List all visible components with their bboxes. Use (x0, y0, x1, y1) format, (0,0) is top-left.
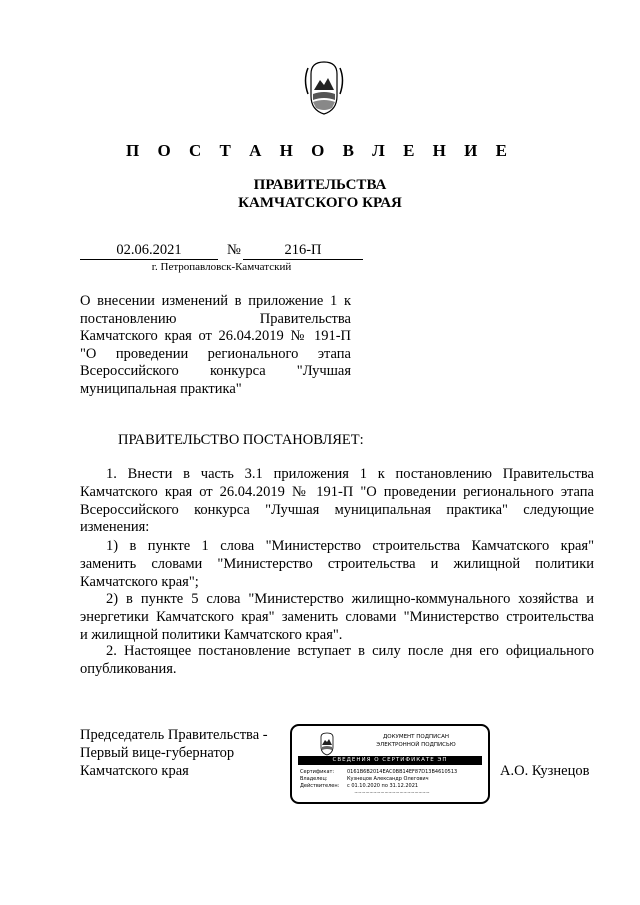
owner-row (300, 776, 429, 783)
paragraph-line: Камчатского края от 26.04.2019 № 191-П "О проведении регионального этапа (80, 483, 594, 500)
paragraph-line: изменения: (80, 519, 150, 536)
city-line: г. Петропавловск-Камчатский (151, 261, 292, 273)
validity-row (300, 783, 418, 790)
signatory-position (80, 727, 268, 780)
document-date: 02.06.2021 (80, 242, 218, 260)
document-number: 216-П (243, 242, 363, 260)
paragraph-line: опубликования. (80, 660, 177, 677)
paragraph-1-item-2 (80, 591, 594, 644)
certificate-label: Сертификат: (300, 769, 335, 775)
stamp-header-2: ЭЛЕКТРОННОЙ ПОДПИСЬЮ (376, 742, 456, 748)
subject-line: муниципальная практика" (80, 380, 242, 397)
paragraph-line: 1. Внести в часть 3.1 приложения 1 к постановлению Правительства (106, 466, 594, 482)
paragraph-line: энергетики Камчатского края" заменить словами "Министерство строительства (80, 608, 594, 625)
paragraph-line: Камчатского края"; (80, 573, 199, 590)
validity-value: с 01.10.2020 по 31.12.2021 (347, 783, 419, 789)
issuer-line-2: КАМЧАТСКОГО КРАЯ (238, 195, 402, 211)
position-line: Камчатского края (80, 762, 189, 779)
paragraph-2 (80, 643, 594, 679)
certificate-info-bar: СВЕДЕНИЯ О СЕРТИФИКАТЕ ЭП (298, 756, 482, 765)
stamp-emblem-icon (316, 732, 338, 756)
paragraph-line: и жилищной политики Камчатского края". (80, 626, 343, 643)
document-type-title: П О С Т А Н О В Л Е Н И Е (126, 141, 514, 160)
paragraph-line: 2) в пункте 5 слова "Министерство жилищно-коммунального хозяйства и (106, 591, 594, 607)
paragraph-1-item-1 (80, 538, 594, 591)
subject-line: Всероссийского конкурса "Лучшая (80, 363, 351, 379)
paragraph-line: 2. Настоящее постановление вступает в силу после дня его официального (106, 643, 594, 659)
paragraph-line: заменить словами "Министерство строительства и жилищной политики (80, 555, 594, 572)
paragraph-1 (80, 466, 594, 537)
owner-label: Владелец: (300, 776, 328, 782)
signer-name: А.О. Кузнецов (500, 763, 590, 779)
subject-line: О внесении изменений в приложение 1 к (80, 293, 351, 309)
decree-heading: ПРАВИТЕЛЬСТВО ПОСТАНОВЛЯЕТ: (118, 432, 364, 448)
electronic-signature-stamp (290, 724, 490, 804)
stamp-header-1: ДОКУМЕНТ ПОДПИСАН (382, 734, 450, 740)
subject-block (80, 293, 351, 398)
subject-line: Камчатского края от 26.04.2019 № 191-П (80, 328, 351, 344)
position-line: Председатель Правительства - (80, 727, 268, 743)
certificate-row (300, 769, 457, 776)
paragraph-line: 1) в пункте 1 слова "Министерство строительства Камчатского края" (106, 538, 594, 554)
paragraph-line: Всероссийского конкурса "Лучшая муниципальная практика" следующие (80, 501, 594, 518)
coat-of-arms-emblem (298, 60, 350, 116)
position-line: Первый вице-губернатор (80, 744, 235, 761)
owner-value: Кузнецов Александр Олегович (347, 776, 429, 782)
issuer-line-1: ПРАВИТЕЛЬСТВА (253, 177, 387, 193)
validity-label: Действителен: (300, 783, 340, 789)
subject-line: "О проведении регионального этапа (80, 345, 351, 362)
number-sign: № (227, 242, 241, 258)
certificate-value: 0161B6B2014EAC0BB14EF87D13B4610513 (347, 769, 458, 775)
subject-line: постановлению Правительства (80, 310, 351, 327)
stamp-footer: ~~~~~~~~~~~~~~~~~~~~ (354, 791, 430, 796)
